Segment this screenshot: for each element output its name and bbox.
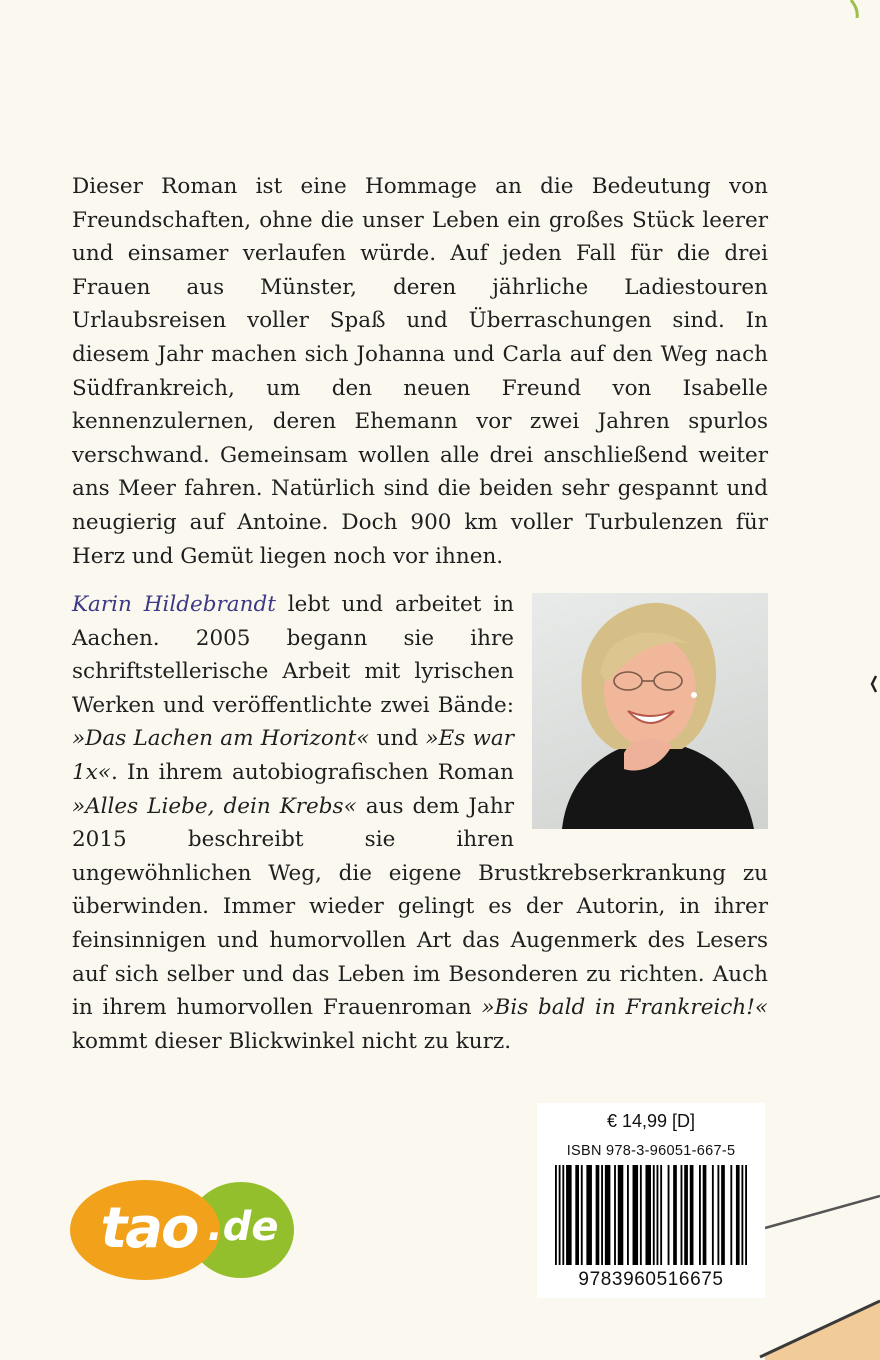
- barcode-bar: [690, 1165, 694, 1265]
- blurb-text: Dieser Roman ist eine Hommage an die Bedeutung von Freundschaften, ohne die unser Leben ein großes Stück leerer und einsamer verlaufen würde. Auf jeden Fall für die drei Frauen aus Münster, deren jährliche Ladiestouren Urlaubsreisen voller Spaß und Überraschungen sind. In diesem Jahr machen sich Johanna und Carla auf den Weg nach Südfrankreich, um den neuen Freund von Isabelle kennenzulernen, deren Ehemann vor zwei Jahren spurlos verschwand. Gemeinsam wollen alle drei anschließend weiter ans Meer fahren. Natürlich sind die beiden sehr gespannt und neugierig auf Antoine. Doch 900 km voller Turbulenzen für Herz und Gemüt liegen noch vor ihnen.: [72, 174, 768, 569]
- barcode-bar: [645, 1165, 651, 1265]
- author-bio-text-2: und: [369, 726, 426, 752]
- book-title-1: »Das Lachen am Horizont«: [72, 726, 370, 752]
- book-title-3: »Alles Liebe, dein Krebs«: [72, 793, 357, 819]
- publisher-logo: [70, 1180, 294, 1286]
- author-photo: [532, 593, 768, 829]
- barcode-bar: [717, 1165, 719, 1265]
- barcode-bar: [673, 1165, 677, 1265]
- barcode-bar: [618, 1165, 624, 1265]
- barcode-bars: [555, 1165, 747, 1265]
- logo-text-tao: tao: [100, 1196, 198, 1261]
- barcode-bar: [575, 1165, 579, 1265]
- author-name: Karin Hildebrandt: [72, 592, 276, 617]
- isbn-label: ISBN 978-3-96051-667-5: [566, 1143, 736, 1159]
- barcode-bar: [699, 1165, 701, 1265]
- barcode-bar: [640, 1165, 642, 1265]
- barcode-bar: [684, 1165, 688, 1265]
- author-bio-text-4: aus dem Jahr 2015 beschreibt sie ihren ungewöhnlichen Weg, die eigene Brustkrebserkrankung zu überwinden. Immer wieder gelingt es der Autorin, in ihrer feinsinnigen und humorvollen Art das Augenmerk des Lesers auf sich selber und das Leben im Besonderen zu richten. Auch in ihrem humorvollen Frauenroman: [72, 793, 768, 1021]
- barcode-bar: [586, 1165, 592, 1265]
- barcode-bar: [660, 1165, 662, 1265]
- barcode-bar: [653, 1165, 655, 1265]
- barcode-bar: [721, 1165, 725, 1265]
- barcode-bar: [614, 1165, 616, 1265]
- barcode-bar: [555, 1165, 557, 1265]
- barcode-bar: [605, 1165, 611, 1265]
- barcode-bar: [703, 1165, 707, 1265]
- barcode-bar: [712, 1165, 714, 1265]
- barcode-bar: [596, 1165, 600, 1265]
- barcode-bar: [562, 1165, 564, 1265]
- barcode-bar: [601, 1165, 603, 1265]
- barcode-bar: [736, 1165, 740, 1265]
- barcode-bar: [681, 1165, 683, 1265]
- author-bio-text-1: lebt und arbeitet in Aachen. 2005 begann sie ihre schriftstellerische Arbeit mit lyrischen Werken und veröffentlichte zwei Bände:: [72, 592, 515, 718]
- barcode-bar: [581, 1165, 583, 1265]
- barcode-bar: [559, 1165, 561, 1265]
- barcode-bar: [668, 1165, 670, 1265]
- book-title-4: »Bis bald in Frankreich!«: [481, 995, 768, 1021]
- isbn-number: 9783960516675: [578, 1269, 724, 1290]
- author-section: [72, 588, 768, 1058]
- barcode-box: [537, 1103, 765, 1298]
- logo-text-de: .de: [207, 1204, 279, 1250]
- author-bio-text-5: kommt dieser Blickwinkel nicht zu kurz.: [72, 1028, 512, 1054]
- barcode-bar: [657, 1165, 659, 1265]
- barcode-bar: [745, 1165, 747, 1265]
- barcode-bar: [633, 1165, 639, 1265]
- barcode-bar: [627, 1165, 629, 1265]
- barcode-bar: [730, 1165, 732, 1265]
- author-bio-text-3: . In ihrem autobiografischen Roman: [110, 759, 514, 785]
- book-title-2: »Es war 1x«: [72, 726, 514, 785]
- barcode-bar: [566, 1165, 572, 1265]
- price-label: € 14,99 [D]: [606, 1111, 696, 1131]
- barcode-bar: [741, 1165, 743, 1265]
